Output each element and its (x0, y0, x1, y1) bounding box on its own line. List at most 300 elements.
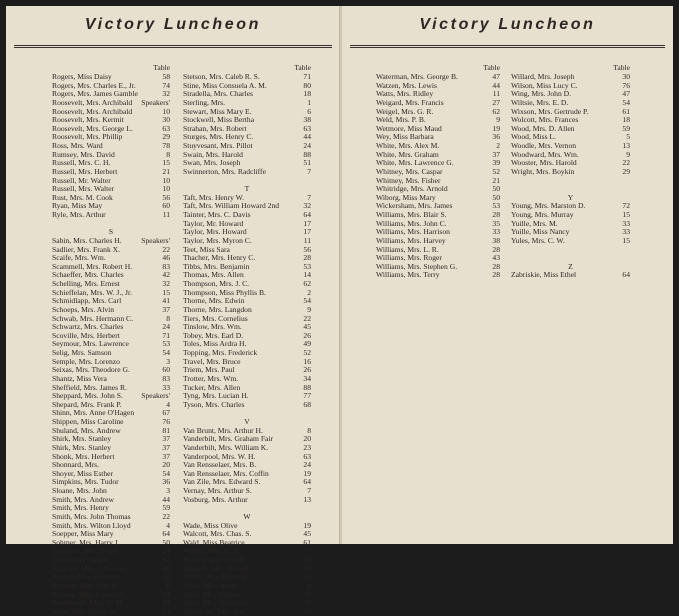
guest-entry (511, 168, 630, 177)
guest-name: Schieffelan, Mrs. W. J., Jr. (52, 287, 133, 297)
table-number: 33 (622, 218, 630, 228)
table-number: 88 (303, 149, 311, 159)
table-number: Speakers' (141, 235, 170, 245)
guest-name: Solen, Mrs. Monte (52, 555, 109, 564)
table-number: 59 (622, 123, 630, 133)
table-number: 24 (303, 141, 311, 150)
guest-name: Walter, Mrs. Elmer E. (183, 572, 250, 582)
guest-name: Sabin, Mrs. Charles H. (52, 235, 122, 245)
table-number: 61 (622, 106, 630, 116)
right-column-1 (376, 63, 500, 280)
table-number: 71 (303, 72, 311, 81)
guest-name: Schmidlapp, Mrs. Carl (52, 296, 122, 306)
table-number: 60 (162, 201, 170, 211)
guest-name: Shepard, Mrs. Frank P. (52, 399, 122, 409)
guest-name: Simpkins, Mrs. Tudor (52, 477, 119, 487)
table-number: Speakers' (141, 391, 170, 401)
guest-entry (183, 401, 311, 410)
guest-name: Ryle, Mrs. Arthur (52, 210, 106, 219)
section-letter: V (244, 417, 250, 426)
guest-name: Thomas, Mrs. Allen (183, 270, 244, 280)
table-number: 76 (303, 546, 311, 556)
table-number: 60 (162, 365, 170, 375)
guest-name: Van Rensselaer, Mrs. B. (183, 460, 257, 470)
table-number: 51 (303, 158, 311, 168)
guest-entry (183, 608, 311, 616)
guest-name: Stuyvesant, Mrs. Pillot (183, 141, 253, 150)
table-number: 19 (303, 468, 311, 478)
spacer (511, 246, 630, 255)
guest-name: Smith, Mrs. John Thomas (52, 511, 131, 521)
table-number: 27 (492, 97, 500, 107)
guest-name: Zabriskie, Miss Ethel (511, 270, 577, 280)
table-number: Speakers' (141, 97, 170, 107)
table-number: 3 (166, 356, 170, 366)
title-rule (14, 45, 332, 46)
guest-name: Whitney, Mrs. Caspar (376, 166, 443, 176)
table-number: 67 (162, 408, 170, 418)
guest-name: Williams, Mrs. John C. (376, 218, 447, 228)
guest-name: Thorne, Mrs. Edwin (183, 296, 245, 306)
guest-name: Tyson, Mrs. Charles (183, 399, 245, 409)
left-column-1 (52, 63, 170, 616)
guest-name: Shippen, Miss Caroline (52, 417, 124, 426)
title-rule-lower (14, 47, 332, 48)
table-number: 10 (162, 175, 170, 185)
table-number: 50 (492, 184, 500, 194)
table-number: 9 (626, 149, 630, 159)
table-number: 83 (162, 373, 170, 383)
table-number: 81 (162, 425, 170, 435)
guest-name: Willard, Mrs. Joseph (511, 72, 575, 81)
table-number: 58 (162, 72, 170, 81)
guest-name: Whitridge, Mrs. Arnold (376, 184, 448, 194)
table-number: 15 (622, 210, 630, 219)
table-number: 35 (162, 572, 170, 582)
guest-name: Taft, Mrs. William Howard 2nd (183, 201, 280, 211)
guest-entry (52, 608, 170, 616)
guest-name: Weld, Mrs. P. B. (376, 115, 426, 125)
table-number: 12 (303, 555, 311, 564)
table-number: 30 (622, 72, 630, 81)
guest-name: Solwedel, Mrs. Potter (52, 546, 119, 556)
guest-name: Williams, Mrs. Blair S. (376, 210, 447, 219)
table-number: 32 (162, 279, 170, 288)
guest-name: Sheppard, Mrs. John S. (52, 391, 123, 401)
guest-name: Shantz, Miss Vera (52, 373, 107, 383)
guest-name: Williams, Mrs. Harvey (376, 235, 446, 245)
guest-name: Williams, Mrs. Roger (376, 253, 442, 263)
guest-entry (183, 168, 311, 177)
table-number: 64 (162, 529, 170, 539)
guest-entry (511, 237, 630, 246)
guest-name: Smith, Mrs. Andrew (52, 494, 115, 504)
table-number: 19 (303, 520, 311, 530)
guest-name: Wolcott, Mrs. Frances (511, 115, 579, 125)
guest-name: Taft, Mrs. Henry W. (183, 192, 245, 202)
table-number: 40 (162, 563, 170, 573)
table-number: 56 (162, 192, 170, 202)
guest-entry (511, 271, 630, 280)
table-number: 28 (492, 210, 500, 219)
guest-name: Shinn, Mrs. Anne O'Hagen (52, 408, 135, 418)
table-number: 2 (496, 141, 500, 150)
guest-name: Watts, Mrs. Ridley (376, 89, 434, 99)
title-rule (350, 45, 665, 46)
table-number: 44 (492, 80, 500, 90)
guest-name: Williams, Mrs. Harrison (376, 227, 450, 237)
guest-entry (52, 211, 170, 220)
guest-name: Schelling, Mrs. Ernest (52, 279, 120, 288)
section-letter: W (243, 511, 251, 521)
guest-name: Roosevelt, Mrs. George L. (52, 123, 133, 133)
guest-name: Stine, Miss Consuela A. M. (183, 80, 267, 90)
table-number: 10 (162, 184, 170, 194)
table-number: 64 (622, 270, 630, 280)
guest-name: Schoeps, Mrs. Alvin (52, 304, 115, 314)
guest-name: Rust, Mrs. M. Cook (52, 192, 113, 202)
table-number: 11 (303, 235, 311, 245)
guest-name: Seymour, Mrs. Lawrence (52, 339, 129, 349)
table-number: 71 (162, 606, 170, 616)
table-header: Table (483, 63, 500, 72)
table-number: 29 (162, 132, 170, 142)
table-number: 38 (492, 235, 500, 245)
table-number: 32 (303, 201, 311, 211)
guest-name: Shuland, Mrs. Andrew (52, 425, 121, 435)
guest-name: Tinslow, Mrs. Wm. (183, 322, 242, 332)
guest-name: Walker, Mrs. Joseph (183, 555, 245, 564)
table-number: 59 (303, 606, 311, 616)
guest-name: Sparrow, Mrs. J. Everett (52, 563, 126, 573)
table-number: 46 (162, 253, 170, 263)
guest-name: Stockwell, Miss Bertha (183, 115, 255, 125)
guest-name: Strahan, Mrs. Robert (183, 123, 247, 133)
table-number: 22 (303, 313, 311, 323)
table-number: 47 (622, 89, 630, 99)
table-number: 33 (622, 227, 630, 237)
guest-name: Russell, Mrs. Walter (52, 184, 115, 194)
table-number: 63 (303, 123, 311, 133)
guest-name: Roosevelt, Mrs. Kermit (52, 115, 124, 125)
table-number: 41 (162, 296, 170, 306)
table-number: 20 (162, 460, 170, 470)
guest-name: Stein, Mrs. Alexis W. (52, 606, 117, 616)
table-number: 34 (303, 373, 311, 383)
title-rule-lower (350, 47, 665, 48)
table-number: 35 (492, 218, 500, 228)
guest-name: Wooster, Mrs. Harold (511, 158, 577, 168)
guest-name: Vanderpool, Mrs. W. H. (183, 451, 256, 461)
guest-name: Van Zile, Mrs. Edward S. (183, 477, 261, 487)
guest-name: Taylor, Mrs. Howard (183, 227, 247, 237)
table-number: 45 (303, 322, 311, 332)
guest-name: Williams, Mrs. Stephen G. (376, 261, 458, 271)
table-number: 39 (492, 158, 500, 168)
guest-name: Triem, Mrs. Paul (183, 365, 235, 375)
table-number: 24 (303, 460, 311, 470)
guest-name: Wetmore, Miss Maud (376, 123, 442, 133)
guest-name: Shonnard, Mrs. (52, 460, 100, 470)
guest-name: Vernay, Mrs. Arthur S. (183, 486, 252, 495)
guest-name: Sterling, Mrs. (183, 97, 225, 107)
table-number: 53 (162, 339, 170, 349)
guest-name: Shonk, Mrs. Herbert (52, 451, 115, 461)
guest-name: Sadlier, Mrs. Frank X. (52, 244, 121, 254)
guest-name: Topping, Mrs. Frederick (183, 348, 258, 357)
table-number: 47 (492, 72, 500, 81)
table-number: 18 (622, 115, 630, 125)
table-number: 74 (162, 80, 170, 90)
guest-name: Weigel, Mrs. G. R. (376, 106, 434, 116)
guest-name: Walker, Mrs. G. H. (183, 546, 241, 556)
table-number: 53 (303, 261, 311, 271)
table-number: 22 (162, 244, 170, 254)
guest-name: Sheffield, Mrs. James R. (52, 382, 127, 392)
guest-name: Rogers, Miss Daisy (52, 72, 112, 81)
guest-name: Tyng, Mrs. Lucian H. (183, 391, 249, 401)
left-page (6, 6, 340, 616)
table-number: 28 (492, 244, 500, 254)
table-number: 33 (492, 227, 500, 237)
table-number: 68 (303, 399, 311, 409)
table-number: 43 (492, 253, 500, 263)
table-number: 28 (492, 261, 500, 271)
table-number: 8 (166, 313, 170, 323)
guest-name: Yules, Mrs. C. W. (511, 235, 565, 245)
table-number: 33 (162, 382, 170, 392)
table-number: 69 (303, 563, 311, 573)
guest-entry (376, 271, 500, 280)
table-number: 29 (622, 166, 630, 176)
guest-name: Wixson, Mrs. Gertrude P. (511, 106, 589, 116)
table-number: 64 (303, 477, 311, 487)
table-number: 49 (303, 339, 311, 349)
guest-name: Woodle, Mrs. Vernon (511, 141, 577, 150)
guest-name: Weigard, Mrs. Francis (376, 97, 444, 107)
guest-name: Russell, Mr. Walter (52, 175, 111, 185)
guest-name: Van Brunt, Mrs. Arthur H. (183, 425, 263, 435)
table-number: 61 (303, 537, 311, 547)
table-number: 7 (307, 166, 311, 176)
table-number: 76 (162, 417, 170, 426)
table-number: 37 (162, 434, 170, 444)
table-number: 17 (303, 227, 311, 237)
table-number: 17 (303, 218, 311, 228)
guest-name: Whitney, Mrs. Fisher (376, 175, 441, 185)
table-header: Table (294, 63, 311, 72)
guest-name: Yuille, Miss Nancy (511, 227, 570, 237)
table-number: 16 (303, 356, 311, 366)
table-number: 50 (162, 537, 170, 547)
guest-name: Wing, Mrs. John D. (511, 89, 572, 99)
guest-name: Ward, Mrs. Sylvanus (183, 598, 247, 608)
guest-name: Smith, Mrs. Henry (52, 503, 109, 513)
section-letter: Y (567, 192, 574, 202)
table-number: 80 (303, 80, 311, 90)
table-number: 88 (303, 382, 311, 392)
table-number: 5 (626, 132, 630, 142)
table-number: 30 (162, 115, 170, 125)
table-number: 1 (307, 97, 311, 107)
table-number: 13 (622, 141, 630, 150)
guest-name: Toles, Miss Ardra H. (183, 339, 247, 349)
guest-name: Taylor, Mr. Howard (183, 218, 244, 228)
right-page-title: Victory Luncheon (419, 16, 596, 33)
guest-name: Wallach, Mrs. Barger (183, 563, 249, 573)
guest-name: Schwartz, Mrs. Charles (52, 322, 124, 332)
guest-name: Taylor, Mrs. Myron C. (183, 235, 252, 245)
left-page-title: Victory Luncheon (84, 16, 262, 33)
table-number: 15 (622, 235, 630, 245)
table-number: 24 (162, 546, 170, 556)
table-number: 62 (303, 279, 311, 288)
table-number: 9 (496, 115, 500, 125)
guest-name: Ryan, Miss May (52, 201, 103, 211)
guest-name: Thacher, Mrs. Henry C. (183, 253, 256, 263)
table-number: 77 (303, 391, 311, 401)
table-number: 19 (492, 123, 500, 133)
guest-name: Yuille, Mrs. M. (511, 218, 558, 228)
guest-name: Rumsey, Mrs. David (52, 149, 115, 159)
table-number: 22 (162, 511, 170, 521)
guest-name: Thorne, Mrs. Langdon (183, 304, 252, 314)
guest-name: Waterman, Mrs. George B. (376, 72, 458, 81)
guest-name: Wade, Miss Olive (183, 520, 238, 530)
guest-name: Rogers, Mrs. Charles E., Jr. (52, 80, 136, 90)
guest-name: White, Mrs. Alex M. (376, 141, 440, 150)
table-number: 59 (162, 503, 170, 513)
guest-name: Ward, Miss Anne (183, 580, 236, 590)
guest-name: Wright, Mrs. Boykin (511, 166, 575, 176)
table-number: 15 (162, 287, 170, 297)
guest-name: Vanderbilt, Mrs. Graham Fair (183, 434, 274, 444)
guest-name: Wood, Miss L. (511, 132, 556, 142)
guest-name: Shirk, Mrs. Stanley (52, 442, 112, 452)
table-number: 14 (303, 270, 311, 280)
table-number: 69 (162, 589, 170, 599)
table-number: 8 (307, 580, 311, 590)
guest-name: Semple, Mrs. Lorenzo (52, 356, 120, 366)
guest-name: Wiborg, Miss Mary (376, 192, 436, 202)
table-number: 8 (166, 149, 170, 159)
section-letter: Z (568, 261, 573, 271)
guest-entry (183, 496, 311, 505)
table-number: 37 (162, 304, 170, 314)
spacer (511, 177, 630, 186)
guest-name: White, Mrs. Lawrence G. (376, 158, 454, 168)
section-letter: S (108, 227, 114, 237)
table-number: 32 (162, 89, 170, 99)
guest-name: Swain, Mrs. Harold (183, 149, 243, 159)
table-number: 26 (303, 330, 311, 340)
guest-name: Ross, Mrs. Ward (52, 141, 103, 150)
guest-name: Wey, Miss Barbara (376, 132, 434, 142)
guest-name: Roosevelt, Mrs. Archibald (52, 97, 133, 107)
table-number: 71 (162, 330, 170, 340)
guest-name: Trotter, Mrs. Wm. (183, 373, 239, 383)
guest-name: Roosevelt, Mrs. Phillip (52, 132, 123, 142)
guest-name: Wiltsie, Mrs. E. D. (511, 97, 569, 107)
table-number: 13 (303, 494, 311, 504)
table-number: 8 (166, 580, 170, 590)
guest-name: Soepper, Miss Mary (52, 529, 114, 539)
table-number: 22 (622, 158, 630, 168)
table-number: 54 (303, 296, 311, 306)
guest-name: Young, Mrs. Murray (511, 210, 574, 219)
guest-name: Sloane, Mrs. John (52, 486, 107, 495)
guest-name: Woodward, Mrs. Wm. (511, 149, 579, 159)
guest-name: Swan, Mrs. Joseph (183, 158, 241, 168)
guest-name: Travel, Mrs. Bruce (183, 356, 241, 366)
table-number: 53 (492, 201, 500, 211)
guest-name: Selig, Mrs. Samson (52, 348, 112, 357)
guest-name: Stetson, Mrs. Caleb R. S. (183, 72, 260, 81)
guest-name: Russell, Mrs. Herbert (52, 166, 118, 176)
right-column-2 (511, 63, 630, 280)
guest-name: Rogers, Mrs. James Gamble (52, 89, 138, 99)
table-number: 54 (162, 468, 170, 478)
section-letter: T (244, 184, 250, 194)
table-header: Table (153, 63, 170, 72)
guest-name: Williams, Mrs. Terry (376, 270, 440, 280)
guest-name: Wood, Mrs. D. Allen (511, 123, 575, 133)
guest-name: Ward, Mrs. Sidney (183, 589, 241, 599)
guest-name: Russell, Mrs. C. H. (52, 158, 111, 168)
guest-name: White, Mrs. Graham (376, 149, 439, 159)
table-number: 88 (162, 598, 170, 608)
guest-name: Schaeffer, Mrs. Charles (52, 270, 124, 280)
right-page (342, 6, 673, 544)
guest-name: Watzen, Mrs. Lewis (376, 80, 437, 90)
table-number: 63 (303, 451, 311, 461)
table-header: Table (613, 63, 630, 72)
table-number: 18 (303, 89, 311, 99)
table-number: 45 (303, 529, 311, 539)
table-number: 76 (622, 80, 630, 90)
guest-name: Seixas, Mrs. Theodore G. (52, 365, 130, 375)
guest-name: Stradella, Mrs. Charles (183, 89, 254, 99)
table-number: 21 (492, 175, 500, 185)
guest-name: Tainter, Mrs. C. Davis (183, 210, 251, 219)
table-number: 23 (303, 442, 311, 452)
table-number: 52 (303, 348, 311, 357)
table-number: 8 (307, 425, 311, 435)
table-number: 2 (307, 287, 311, 297)
table-number: 42 (162, 270, 170, 280)
table-number: 50 (492, 192, 500, 202)
guest-name: Scammell, Mrs. Robert H. (52, 261, 133, 271)
guest-name: Williams, Mrs. L. R. (376, 244, 439, 254)
table-number: 62 (492, 106, 500, 116)
guest-name: Teet, Miss Sara (183, 244, 230, 254)
table-number: 28 (492, 270, 500, 280)
guest-name: Scoville, Mrs. Herbert (52, 330, 120, 340)
guest-name: Sturges, Mrs. Henry C. (183, 132, 254, 142)
table-number: 37 (162, 451, 170, 461)
guest-name: Thompson, Miss Phyllis B. (183, 287, 266, 297)
guest-name: Scaife, Mrs. Wm. (52, 253, 106, 263)
table-number: 26 (303, 365, 311, 375)
table-number: 37 (162, 442, 170, 452)
guest-name: Smith, Mrs. Wilton Lloyd (52, 520, 131, 530)
table-number: 44 (162, 494, 170, 504)
table-number: 36 (303, 589, 311, 599)
guest-name: Washburn, Mrs. Ives (183, 606, 247, 616)
guest-name: Thompson, Mrs. J. C. (183, 279, 250, 288)
table-number: 54 (622, 97, 630, 107)
table-number: 28 (303, 253, 311, 263)
